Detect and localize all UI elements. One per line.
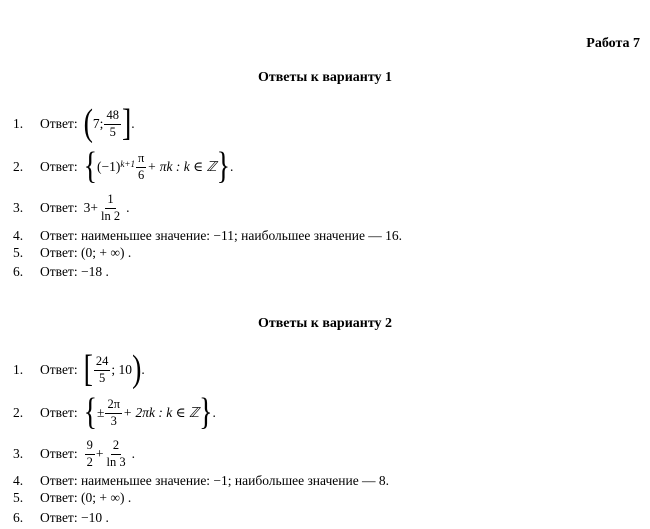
work-label: Работа 7	[586, 36, 640, 51]
fraction-denominator: ln 2	[100, 208, 121, 223]
period: .	[212, 405, 216, 420]
fraction	[104, 109, 121, 138]
answer-label: Ответ:	[40, 116, 78, 131]
variant-1-title: Ответы к варианту 1	[257, 70, 393, 85]
answer-number: 4.	[13, 228, 24, 243]
close-brace: }	[216, 145, 231, 188]
fraction	[99, 193, 122, 222]
answer-text: Ответ: −10 .	[40, 510, 109, 525]
answer-label: Ответ:	[40, 446, 78, 461]
fraction-denominator: 5	[109, 124, 116, 139]
close-brace: }	[199, 391, 213, 434]
answer-text: Ответ: −18 .	[40, 264, 109, 279]
fraction	[136, 152, 146, 181]
answer-text: Ответ: наименьшее значение: −1; наибольшее значение — 8.	[40, 473, 390, 488]
fraction-denominator: 2	[86, 454, 93, 469]
fraction-numerator: 24	[94, 355, 111, 370]
interval-start: 7;	[92, 116, 104, 131]
plus-sign: +	[95, 446, 104, 461]
fraction-denominator: 5	[99, 370, 106, 385]
open-bracket: (	[83, 102, 93, 145]
open-bracket: [	[83, 348, 93, 391]
answer-number: 6.	[13, 264, 24, 279]
variant-2-title: Ответы к варианту 2	[257, 316, 393, 331]
close-bracket: ]	[121, 102, 132, 145]
answer-text: Ответ: (0; + ∞) .	[40, 245, 132, 260]
answer-text: Ответ: наименьшее значение: −11; наибольшее значение — 16.	[40, 228, 403, 243]
period: .	[141, 362, 145, 377]
fraction-numerator: 9	[85, 439, 95, 454]
period: .	[230, 159, 234, 174]
open-brace: {	[83, 145, 98, 188]
answer-label: Ответ:	[40, 200, 78, 215]
fraction-numerator: 2π	[105, 398, 122, 413]
open-brace: {	[83, 391, 98, 434]
fraction-numerator: π	[136, 152, 146, 167]
fraction	[85, 439, 95, 468]
answer-label: Ответ:	[40, 405, 78, 420]
power-base: (−1)	[97, 159, 121, 174]
answer-number: 5.	[13, 490, 24, 505]
fraction-numerator: 48	[104, 109, 121, 124]
interval-end: ; 10	[111, 362, 133, 377]
answer-text: Ответ: (0; + ∞) .	[40, 490, 132, 505]
answer-number: 1.	[13, 362, 24, 377]
fraction	[105, 398, 122, 427]
fraction	[104, 439, 127, 468]
answer-label: Ответ:	[40, 362, 78, 377]
period: .	[126, 200, 130, 215]
answer-number: 3.	[13, 200, 24, 215]
answer-number: 3.	[13, 446, 24, 461]
answer-number: 5.	[13, 245, 24, 260]
period: .	[131, 116, 135, 131]
close-bracket: )	[132, 348, 142, 391]
expression-rest: + 2πk : k ∈ ℤ	[123, 405, 200, 420]
fraction-numerator: 2	[111, 439, 121, 454]
plus-minus: ±	[97, 405, 105, 420]
fraction-denominator: 3	[110, 413, 117, 428]
period: .	[131, 446, 135, 461]
answer-number: 1.	[13, 116, 24, 131]
answer-number: 4.	[13, 473, 24, 488]
answer-number: 2.	[13, 159, 24, 174]
fraction-denominator: 6	[138, 167, 145, 182]
answer-label: Ответ:	[40, 159, 78, 174]
answer-number: 6.	[13, 510, 24, 525]
fraction	[94, 355, 111, 384]
fraction-denominator: ln 3	[106, 454, 126, 469]
fraction-numerator: 1	[105, 193, 115, 208]
expression-prefix: 3+	[83, 200, 98, 215]
answer-number: 2.	[13, 405, 24, 420]
expression-rest: + πk : k ∈ ℤ	[147, 159, 217, 174]
power-exponent: k+1	[120, 159, 135, 169]
